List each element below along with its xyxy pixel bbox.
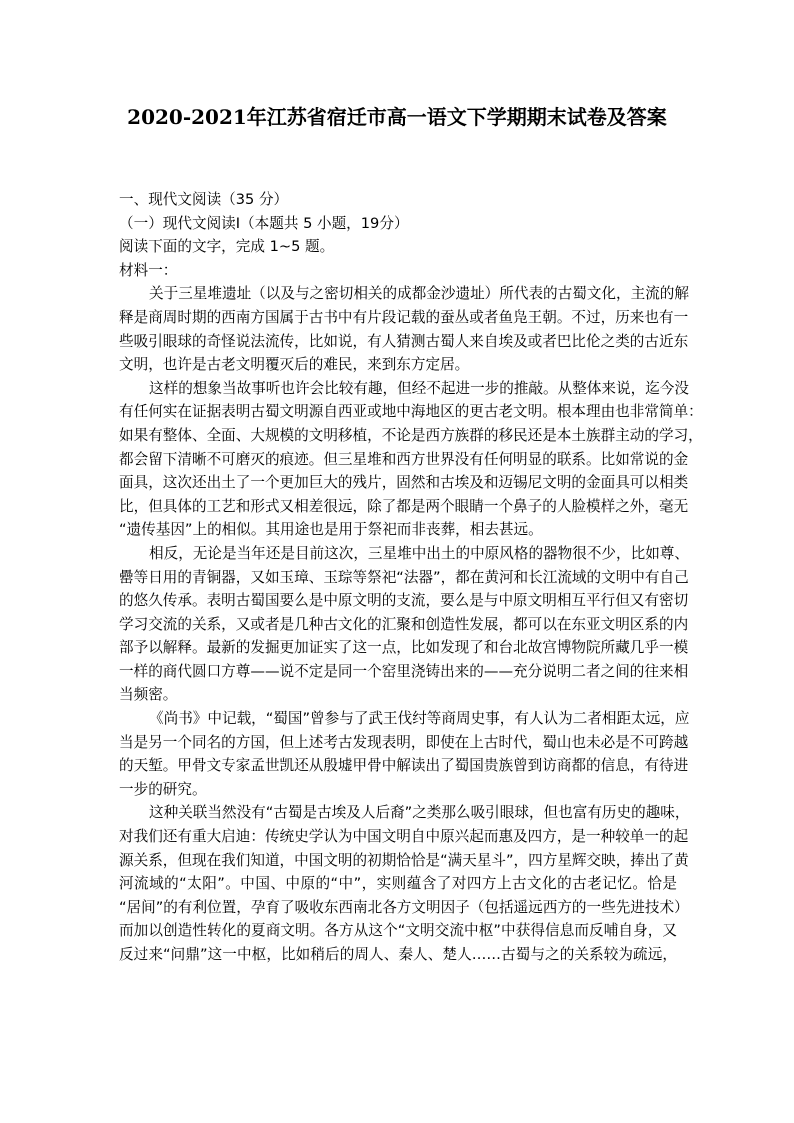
paragraph-line: 的天堑。甲骨文专家孟世凯还从殷墟甲骨中解读出了蜀国贵族曾到访商都的信息，有待进 bbox=[119, 757, 689, 775]
paragraph bbox=[119, 377, 703, 542]
paragraph-line: 一步的研究。 bbox=[119, 780, 207, 798]
paragraph-line: 都会留下清晰不可磨灭的痕迹。但三星堆和西方世界没有任何明显的联系。比如常说的金 bbox=[119, 450, 689, 468]
paragraph-line: 对我们还有重大启迪：传统史学认为中国文明自中原兴起而惠及四方，是一种较单一的起 bbox=[119, 828, 689, 846]
paragraph bbox=[119, 542, 689, 707]
paragraph-line: 部予以解释。最新的发掘更加证实了这一点，比如发现了和台北故宫博物院所藏几乎一模 bbox=[119, 639, 689, 657]
paragraph bbox=[119, 282, 689, 376]
paragraph-line: 释是商周时期的西南方国属于古书中有片段记载的蚕丛或者鱼凫王朝。不过，历来也有一 bbox=[119, 308, 689, 326]
paragraph-line: 文明，也许是古老文明覆灭后的难民，来到东方定居。 bbox=[119, 356, 470, 374]
paragraph-line: 源关系，但现在我们知道，中国文明的初期恰恰是“满天星斗”，四方星辉交映，捧出了黄 bbox=[119, 851, 689, 869]
instruction-text: 阅读下面的文字，完成 1~5 题。 bbox=[119, 238, 335, 256]
paragraph-line: 这样的想象当故事听也许会比较有趣，但经不起进一步的推敲。从整体来说，迄今没 bbox=[149, 379, 689, 397]
paragraph-line: 如果有整体、全面、大规模的文明移植，不论是西方族群的移民还是本土族群主动的学习， bbox=[119, 426, 703, 444]
paragraph-line: 反过来“问鼎”这一中枢，比如稍后的周人、秦人、楚人……古蜀与之的关系较为疏远， bbox=[119, 946, 677, 963]
paragraph-line: 比，但具体的工艺和形式又相差很远，除了都是两个眼睛一个鼻子的人脸模样之外，毫无 bbox=[119, 497, 689, 515]
paragraph bbox=[119, 801, 690, 966]
section-heading: 一、现代文阅读（35 分） bbox=[119, 191, 289, 208]
paragraph-line: 有任何实在证据表明古蜀文明源自西亚或地中海地区的更古老文明。根本理由也非常简单： bbox=[119, 403, 703, 421]
paragraph-line: 学习交流的关系，又或者是几种古文化的汇聚和创造性发展，都可以在东亚文明区系的内 bbox=[119, 615, 689, 633]
paragraph-line: “遗传基因”上的相似。其用途也是用于祭祀而非丧葬，相去甚远。 bbox=[119, 521, 543, 539]
passage bbox=[119, 282, 703, 966]
paragraph-line: “居间”的有利位置，孕育了吸收东西南北各方文明因子（包括遥远西方的一些先进技术） bbox=[119, 898, 689, 916]
paragraph-line: 些吸引眼球的奇怪说法流传，比如说，有人猜测古蜀人来自埃及或者巴比伦之类的古近东 bbox=[119, 332, 689, 350]
document-body bbox=[119, 188, 703, 967]
paragraph-line: 相反，无论是当年还是目前这次，三星堆中出土的中原风格的器物很不少，比如尊、 bbox=[149, 544, 689, 562]
paragraph-line: 一样的商代圆口方尊——说不定是同一个窑里浇铸出来的——充分说明二者之间的往来相 bbox=[119, 662, 689, 680]
paragraph-line: 当频密。 bbox=[119, 686, 178, 704]
material-label: 材料一： bbox=[119, 261, 178, 279]
document-title: 2020-2021年江苏省宿迁市高一语文下学期期末试卷及答案 bbox=[127, 105, 667, 129]
paragraph-line: 这种关联当然没有“古蜀是古埃及人后裔”之类那么吸引眼球，但也富有历史的趣味， bbox=[149, 804, 690, 822]
paragraph-line: 关于三星堆遗址（以及与之密切相关的成都金沙遗址）所代表的古蜀文化，主流的解 bbox=[149, 285, 689, 303]
paragraph bbox=[119, 707, 690, 801]
paragraph-line: 的悠久传承。表明古蜀国要么是中原文明的支流，要么是与中原文明相互平行但又有密切 bbox=[119, 592, 689, 610]
paragraph-line: 河流域的“太阳”。中国、中原的“中”，实则蕴含了对四方上古文化的古老记忆。恰是 bbox=[119, 875, 677, 893]
paragraph-line: 而加以创造性转化的夏商文明。各方从这个“文明交流中枢”中获得信息而反哺自身，又 bbox=[119, 922, 677, 940]
paragraph-line: 面具，这次还出土了一个更加巨大的残片，固然和古埃及和迈锡尼文明的金面具可以相类 bbox=[119, 474, 689, 492]
paragraph-line: 当是另一个同名的方国，但上述考古发现表明，即使在上古时代，蜀山也未必是不可跨越 bbox=[119, 733, 689, 751]
paragraph-line: 《尚书》中记载，“蜀国”曾参与了武王伐纣等商周史事，有人认为二者相距太远，应 bbox=[149, 710, 690, 728]
subsection-heading: （一）现代文阅读Ⅰ（本题共 5 小题，19分） bbox=[119, 214, 409, 232]
paragraph-line: 罍等日用的青铜器，又如玉璋、玉琮等祭祀“法器”，都在黄河和长江流域的文明中有自己 bbox=[119, 568, 689, 586]
